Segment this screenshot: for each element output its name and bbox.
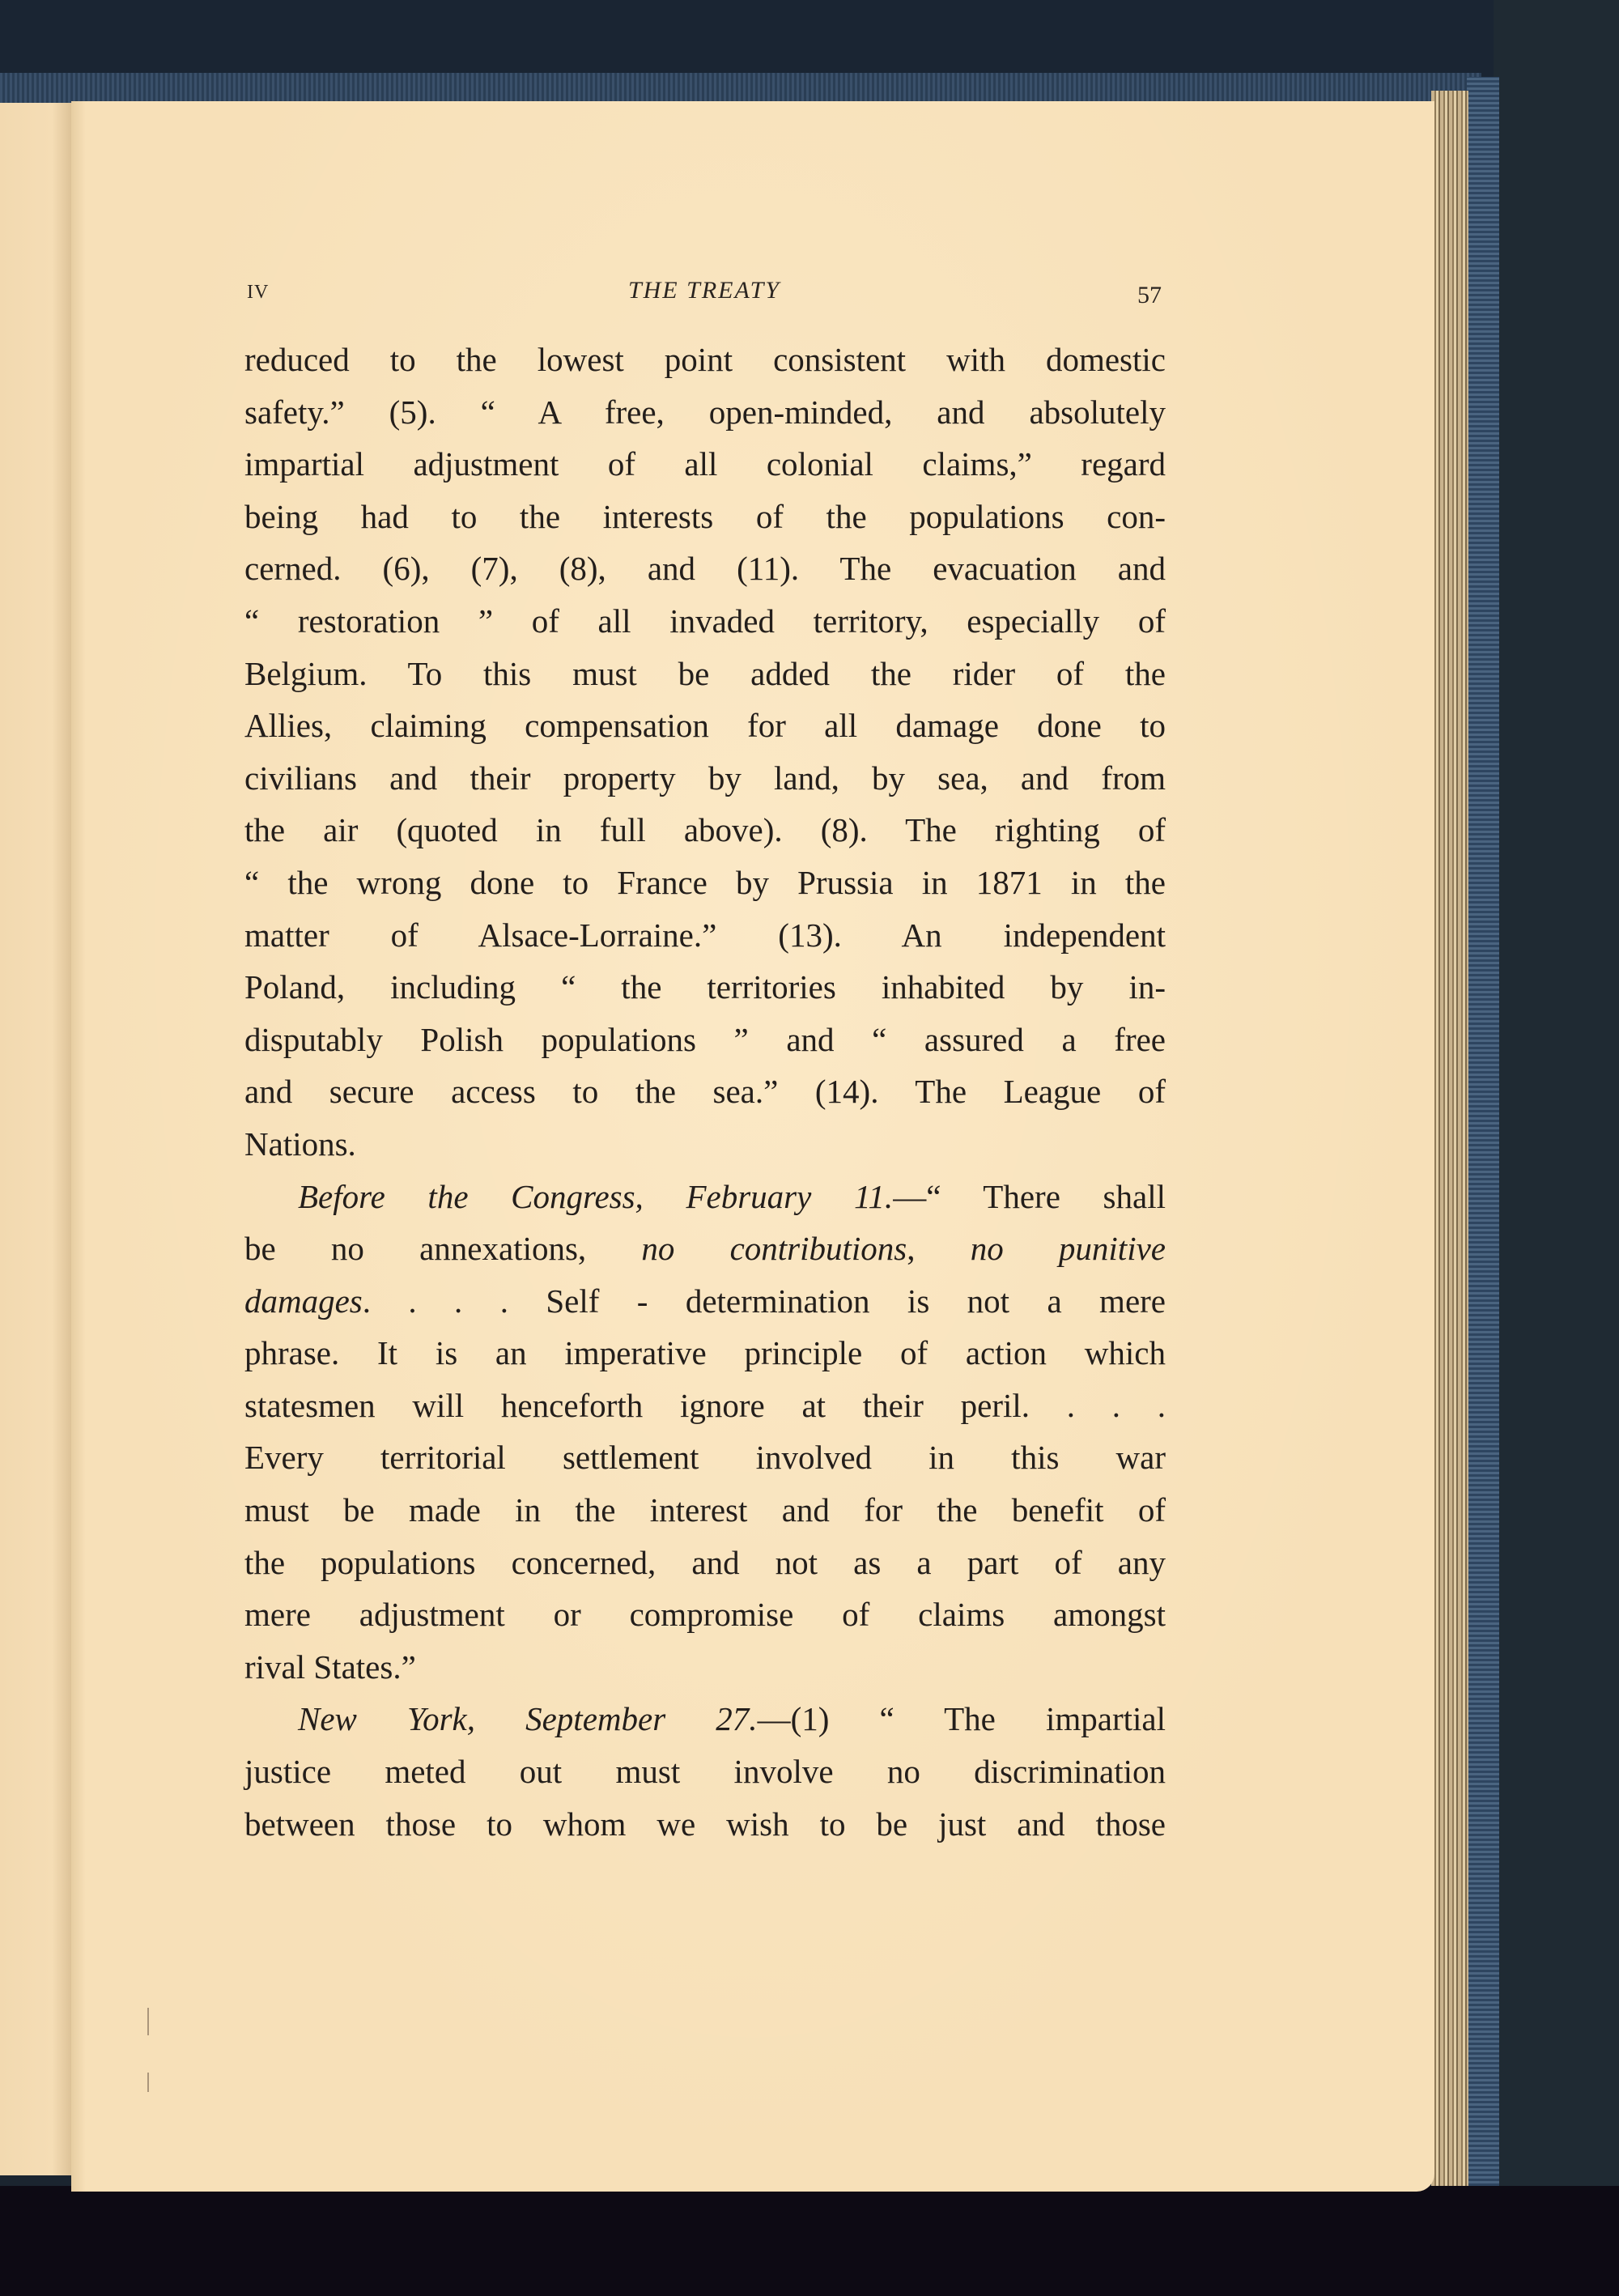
text-line	[244, 1484, 1166, 1537]
text-run: matter of Alsace-Lorraine.” (13). An independent	[244, 916, 1166, 954]
text-run: “ restoration ” of all invaded territory, especially of	[244, 602, 1166, 640]
text-run: safety.” (5). “ A free, open-minded, and absolutely	[244, 393, 1166, 431]
page-number: 57	[1137, 282, 1162, 308]
text-run: be no annexations,	[244, 1230, 642, 1268]
paper-mark	[147, 2073, 149, 2092]
text-line	[244, 1537, 1166, 1589]
cover-cloth-top-edge	[0, 73, 1481, 104]
text-line	[244, 438, 1166, 491]
text-run: Nations.	[244, 1125, 356, 1163]
text-run: —(1) “ The impartial	[757, 1700, 1166, 1738]
text-run: phrase. It is an imperative principle of action which	[244, 1334, 1166, 1372]
text-run: rival States.”	[244, 1648, 416, 1686]
text-run: the air (quoted in full above). (8). The righting of	[244, 811, 1166, 849]
text-line	[244, 1327, 1166, 1380]
text-line	[244, 857, 1166, 909]
body-text	[244, 334, 1166, 1850]
text-line	[244, 1065, 1166, 1118]
text-line	[244, 1641, 1166, 1694]
text-line	[244, 648, 1166, 700]
running-head	[243, 275, 1166, 308]
text-run: disputably Polish populations ” and “ assured a free	[244, 1020, 1166, 1058]
text-run: cerned. (6), (7), (8), and (11). The evacuation and	[244, 550, 1166, 588]
text-line	[244, 961, 1166, 1014]
text-line	[244, 595, 1166, 648]
text-run: Every territorial settlement involved in this war	[244, 1439, 1166, 1477]
chapter-title: THE TREATY	[627, 277, 781, 304]
text-line	[244, 1014, 1166, 1066]
text-line	[244, 1171, 1166, 1223]
italic-text: no punitive	[970, 1230, 1166, 1268]
text-line	[244, 1745, 1166, 1798]
page-edges-stack	[1431, 91, 1468, 2204]
text-run: justice meted out must involve no discrimination	[244, 1753, 1166, 1791]
text-line	[244, 1431, 1166, 1484]
text-run: mere adjustment or compromise of claims amongst	[244, 1596, 1166, 1634]
text-line	[244, 542, 1166, 595]
text-line	[244, 909, 1166, 962]
text-run: must be made in the interest and for the benefit of	[244, 1491, 1166, 1529]
text-line	[244, 1275, 1166, 1328]
text-run: . . . . Self - determination is not a mere	[362, 1282, 1166, 1320]
text-run: impartial adjustment of all colonial claims,” regard	[244, 445, 1166, 483]
book-cover-edge	[1467, 77, 1499, 2198]
italic-text: Before the Congress, February 11.	[298, 1177, 894, 1215]
text-line	[244, 752, 1166, 805]
text-line	[244, 1693, 1166, 1745]
italic-text: damages	[244, 1282, 363, 1320]
background-bottom	[0, 2186, 1619, 2296]
paper-mark	[147, 2008, 149, 2035]
text-run: “ the wrong done to France by Prussia in 1871 in the	[244, 863, 1166, 901]
text-line	[244, 804, 1166, 857]
italic-text: no contributions	[641, 1230, 907, 1268]
text-line	[244, 491, 1166, 543]
text-line	[244, 1798, 1166, 1851]
text-run: being had to the interests of the populations con-	[244, 497, 1166, 535]
text-run: ,	[907, 1230, 971, 1268]
text-line	[244, 1588, 1166, 1641]
text-run: Allies, claiming compensation for all damage done to	[244, 707, 1166, 745]
text-line	[244, 699, 1166, 752]
text-line	[244, 334, 1166, 386]
text-run: Poland, including “ the territories inhabited by in-	[244, 968, 1166, 1006]
text-line	[244, 1118, 1166, 1171]
text-run: civilians and their property by land, by sea, and from	[244, 759, 1166, 797]
text-line	[244, 1380, 1166, 1432]
text-run: between those to whom we wish to be just and those	[244, 1805, 1166, 1843]
facing-page-edge	[0, 103, 74, 2175]
text-run: Belgium. To this must be added the rider of the	[244, 654, 1166, 692]
text-run: reduced to the lowest point consistent with domestic	[244, 341, 1166, 378]
text-run: the populations concerned, and not as a part of any	[244, 1543, 1166, 1581]
text-line	[244, 1222, 1166, 1275]
text-run: —“ There shall	[893, 1177, 1166, 1215]
text-run: statesmen will henceforth ignore at their peril. . . .	[244, 1386, 1166, 1424]
background-right	[1494, 0, 1619, 2296]
italic-text: New York, September 27.	[298, 1700, 758, 1738]
chapter-number: IV	[247, 282, 270, 303]
text-run: and secure access to the sea.” (14). The League of	[244, 1073, 1166, 1111]
text-line	[244, 386, 1166, 439]
